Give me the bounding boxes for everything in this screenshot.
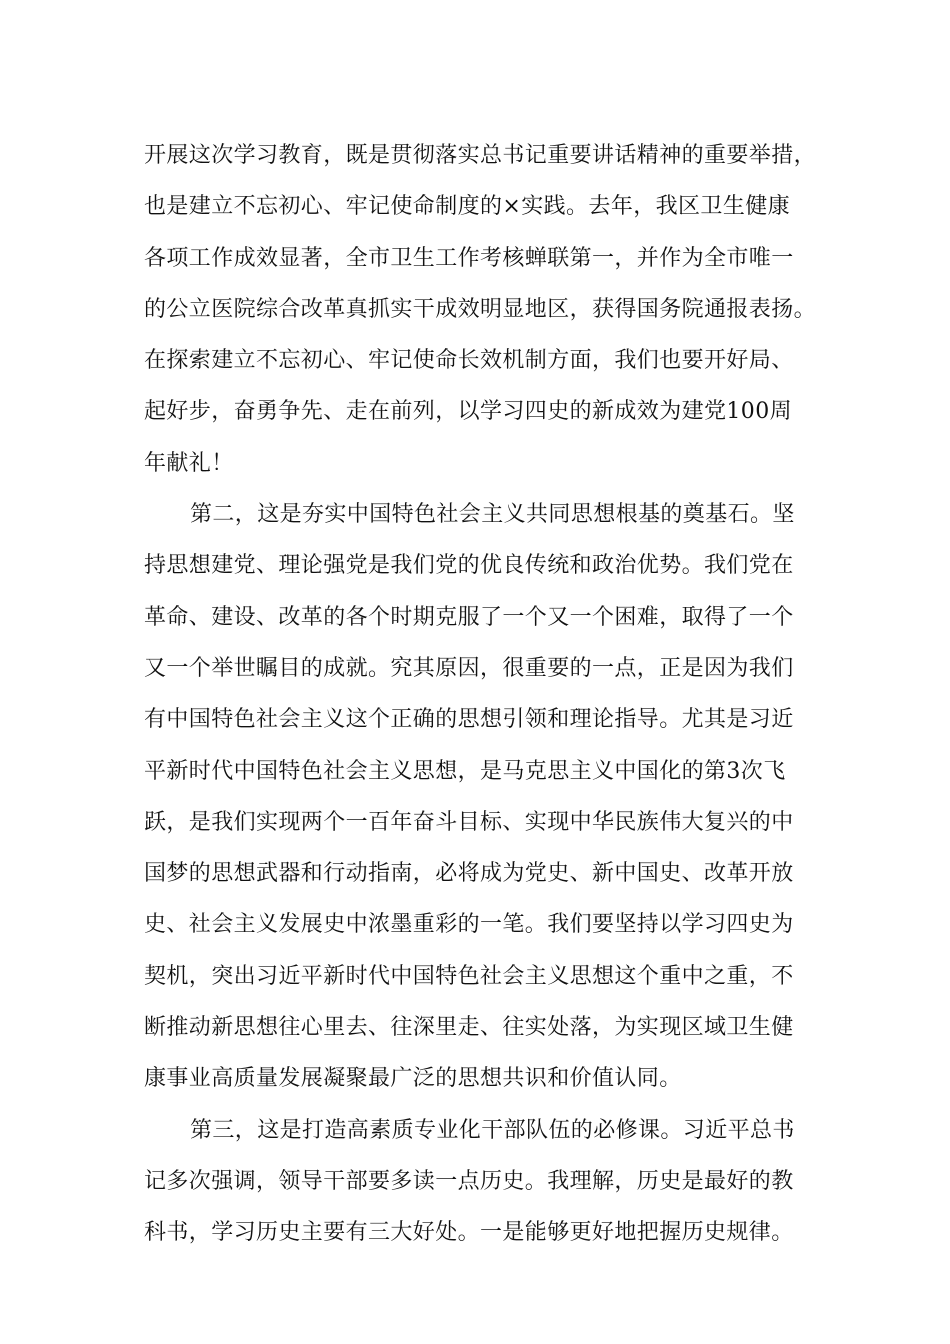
text-line: 各项工作成效显著，全市卫生工作考核蝉联第一，并作为全市唯一 <box>144 245 794 271</box>
text-line: 断推动新思想往心里去、往深里走、往实处落，为实现区域卫生健 <box>144 1015 794 1041</box>
paragraph-start-line: 第二，这是夯实中国特色社会主义共同思想根基的奠基石。坚 <box>190 502 795 528</box>
text-line: 平新时代中国特色社会主义思想，是马克思主义中国化的第3次飞 <box>144 758 786 784</box>
text-line: 史、社会主义发展史中浓墨重彩的一笔。我们要坚持以学习四史为 <box>144 912 794 938</box>
text-line: 革命、建设、改革的各个时期克服了一个又一个困难，取得了一个 <box>144 604 794 630</box>
text-line: 科书，学习历史主要有三大好处。一是能够更好地把握历史规律。 <box>144 1220 794 1246</box>
text-line: 国梦的思想武器和行动指南，必将成为党史、新中国史、改革开放 <box>144 861 794 887</box>
text-line: 年献礼！ <box>144 450 234 476</box>
text-line: 在探索建立不忘初心、牢记使命长效机制方面，我们也要开好局、 <box>144 348 794 374</box>
body-text <box>144 130 817 1259</box>
text-line: 契机，突出习近平新时代中国特色社会主义思想这个重中之重，不 <box>144 963 794 989</box>
text-line: 又一个举世瞩目的成就。究其原因，很重要的一点，正是因为我们 <box>144 655 794 681</box>
paragraph-start-line: 第三，这是打造高素质专业化干部队伍的必修课。习近平总书 <box>190 1117 795 1143</box>
text-line: 有中国特色社会主义这个正确的思想引领和理论指导。尤其是习近 <box>144 707 794 733</box>
text-line: 跃，是我们实现两个一百年奋斗目标、实现中华民族伟大复兴的中 <box>144 809 794 835</box>
text-line: 也是建立不忘初心、牢记使命制度的×实践。去年，我区卫生健康 <box>144 194 791 220</box>
text-line: 康事业高质量发展凝聚最广泛的思想共识和价值认同。 <box>144 1066 682 1092</box>
text-line: 开展这次学习教育，既是贯彻落实总书记重要讲话精神的重要举措， <box>144 143 817 168</box>
text-line: 起好步，奋勇争先、走在前列，以学习四史的新成效为建党100周 <box>144 399 792 425</box>
text-line: 的公立医院综合改革真抓实干成效明显地区，获得国务院通报表扬。 <box>144 296 817 322</box>
text-line: 记多次强调，领导干部要多读一点历史。我理解，历史是最好的教 <box>144 1168 794 1194</box>
text-line: 持思想建党、理论强党是我们党的优良传统和政治优势。我们党在 <box>144 553 794 579</box>
